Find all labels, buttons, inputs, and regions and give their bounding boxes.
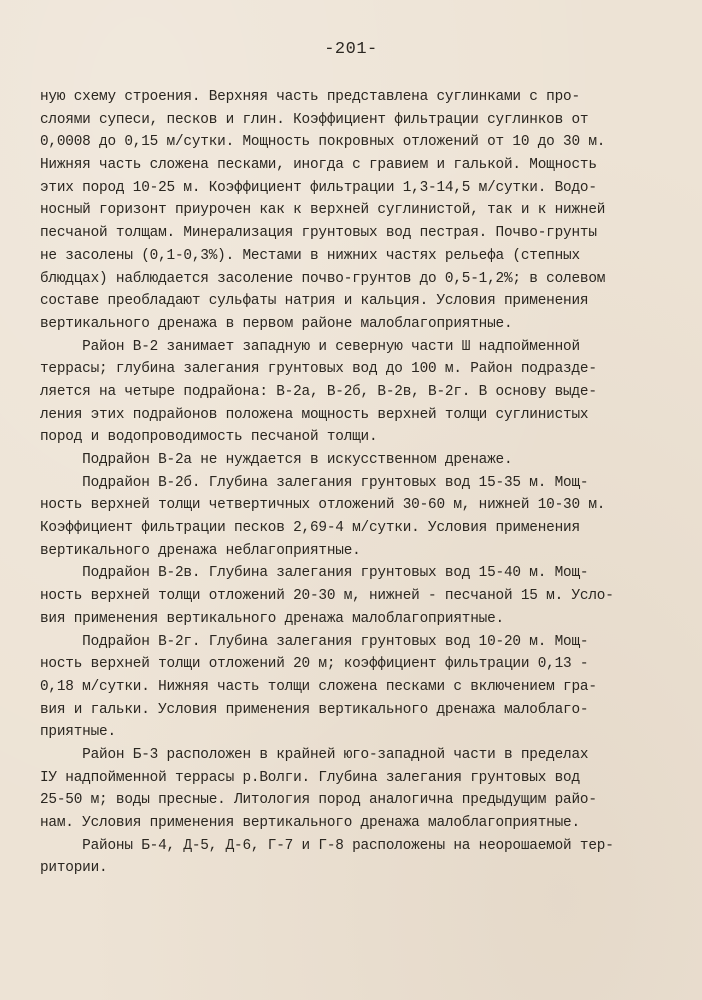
text-line: носный горизонт приурочен как к верхней суглинистой, так и к нижней	[40, 202, 606, 219]
text-line: ность верхней толщи отложений 20 м; коэффициент фильтрации 0,13 -	[40, 656, 589, 673]
text-line: этих пород 10-25 м. Коэффициент фильтрации 1,3-14,5 м/сутки. Водо-	[40, 179, 597, 196]
text-line: песчаной толщам. Минерализация грунтовых вод пестрая. Почво-грунты	[40, 225, 597, 242]
text-line: Район В-2 занимает западную и северную части Ш надпойменной	[40, 338, 580, 355]
page-number: -201-	[324, 40, 378, 59]
text-line: 0,18 м/сутки. Нижняя часть толщи сложена песками с включением гра-	[40, 678, 597, 695]
text-line: IУ надпойменной террасы р.Волги. Глубина залегания грунтовых вод	[40, 769, 580, 786]
text-line: 25-50 м; воды пресные. Литология пород аналогична предыдущим райо-	[40, 792, 597, 809]
text-line: приятные.	[40, 724, 116, 741]
text-line: вия применения вертикального дренажа малоблагоприятные.	[40, 610, 504, 627]
text-line: составе преобладают сульфаты натрия и кальция. Условия применения	[40, 293, 589, 310]
text-line: Район Б-3 расположен в крайней юго-западной части в пределах	[40, 746, 589, 763]
text-line: Подрайон В-2в. Глубина залегания грунтовых вод 15-40 м. Мощ-	[40, 565, 589, 582]
text-line: ляется на четыре подрайона: В-2а, В-2б, В-2в, В-2г. В основу выде-	[40, 383, 597, 400]
text-line: блюдцах) наблюдается засоление почво-грунтов до 0,5-1,2%; в солевом	[40, 270, 606, 287]
text-line: пород и водопроводимость песчаной толщи.	[40, 429, 378, 446]
text-line: слоями супеси, песков и глин. Коэффициент фильтрации суглинков от	[40, 111, 589, 128]
text-line: ность верхней толщи четвертичных отложений 30-60 м, нижней 10-30 м.	[40, 497, 606, 514]
text-line: ность верхней толщи отложений 20-30 м, нижней - песчаной 15 м. Усло-	[40, 588, 614, 605]
text-line: Коэффициент фильтрации песков 2,69-4 м/сутки. Условия применения	[40, 520, 580, 537]
text-line: вия и гальки. Условия применения вертикального дренажа малоблаго-	[40, 701, 589, 718]
body-text	[40, 86, 680, 880]
text-line: нам. Условия применения вертикального дренажа малоблагоприятные.	[40, 815, 580, 831]
text-line: Подрайон В-2г. Глубина залегания грунтовых вод 10-20 м. Мощ-	[40, 633, 589, 650]
text-line: террасы; глубина залегания грунтовых вод до 100 м. Район подразде-	[40, 361, 597, 378]
text-line: Нижняя часть сложена песками, иногда с гравием и галькой. Мощность	[40, 157, 597, 174]
text-line: 0,0008 до 0,15 м/сутки. Мощность покровных отложений от 10 до 30 м.	[40, 134, 606, 151]
text-line: Районы Б-4, Д-5, Д-6, Г-7 и Г-8 расположены на неорошаемой тер-	[40, 837, 614, 854]
text-line: вертикального дренажа в первом районе малоблагоприятные.	[40, 315, 513, 332]
text-line: Подрайон В-2а не нуждается в искусственном дренаже.	[40, 452, 513, 468]
text-line: ритории.	[40, 860, 108, 877]
text-line: ную схему строения. Верхняя часть представлена суглинками с про-	[40, 89, 580, 105]
text-line: Подрайон В-2б. Глубина залегания грунтовых вод 15-35 м. Мощ-	[40, 474, 589, 491]
text-line: вертикального дренажа неблагоприятные.	[40, 542, 361, 559]
text-line: не засолены (0,1-0,3%). Местами в нижних частях рельефа (степных	[40, 247, 580, 264]
text-line: ления этих подрайонов положена мощность верхней толщи суглинистых	[40, 406, 589, 423]
